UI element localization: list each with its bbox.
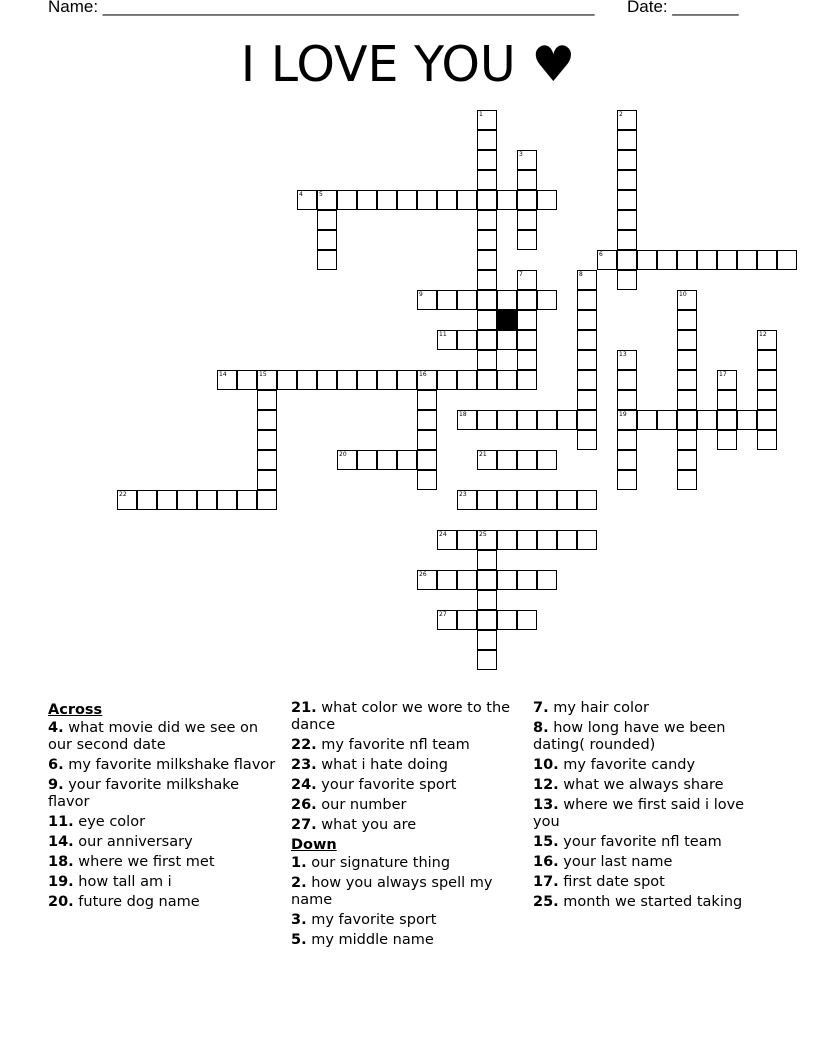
clue-item: [533, 834, 773, 851]
grid-cell[interactable]: [197, 490, 217, 510]
clue-number: 26: [419, 571, 427, 578]
clue-text: where we first said i love you: [533, 797, 745, 830]
clue-number: 14: [219, 371, 227, 378]
grid-cell[interactable]: [617, 250, 637, 270]
grid-cell[interactable]: [177, 490, 197, 510]
clue-item: [533, 797, 773, 831]
clue-text: my favorite nfl team: [316, 737, 470, 753]
grid-cell[interactable]: [417, 190, 437, 210]
grid-cell[interactable]: [357, 370, 377, 390]
grid-cell[interactable]: [677, 390, 697, 410]
grid-cell[interactable]: [517, 530, 537, 550]
grid-cell[interactable]: [697, 410, 717, 430]
grid-cell[interactable]: [477, 450, 497, 470]
clue-text: how tall am i: [73, 874, 172, 890]
clue-item: [48, 720, 278, 754]
clue-number-label: 1.: [291, 855, 307, 871]
clue-number-label: 18.: [48, 854, 74, 870]
grid-cell[interactable]: [617, 130, 637, 150]
grid-cell[interactable]: [757, 370, 777, 390]
grid-cell[interactable]: [557, 490, 577, 510]
grid-cell[interactable]: [417, 390, 437, 410]
clue-text: how you always spell my name: [291, 875, 493, 908]
clue-item: [291, 932, 521, 949]
grid-cell[interactable]: [477, 290, 497, 310]
grid-cell[interactable]: [257, 410, 277, 430]
clue-text: our number: [316, 797, 407, 813]
grid-cell[interactable]: [577, 410, 597, 430]
grid-cell[interactable]: [517, 150, 537, 170]
grid-cell[interactable]: [317, 210, 337, 230]
grid-cell[interactable]: [497, 190, 517, 210]
grid-cell[interactable]: [497, 450, 517, 470]
grid-cell[interactable]: [477, 410, 497, 430]
clue-number: 4: [299, 191, 303, 198]
grid-cell[interactable]: [477, 530, 497, 550]
grid-cell[interactable]: [577, 330, 597, 350]
clue-number-label: 20.: [48, 894, 74, 910]
clue-number-label: 4.: [48, 720, 64, 736]
clue-number: 11: [439, 331, 447, 338]
clue-item: [291, 912, 521, 929]
clue-number-label: 15.: [533, 834, 559, 850]
clue-number-label: 6.: [48, 757, 64, 773]
grid-cell[interactable]: [677, 450, 697, 470]
grid-cell[interactable]: [517, 370, 537, 390]
grid-cell[interactable]: [517, 570, 537, 590]
clue-item: [533, 894, 773, 911]
clue-number-label: 19.: [48, 874, 74, 890]
clue-item: [291, 855, 521, 872]
clue-text: how long have we been dating( rounded): [533, 720, 726, 753]
grid-cell[interactable]: [517, 610, 537, 630]
grid-cell[interactable]: [517, 230, 537, 250]
clue-number-label: 7.: [533, 700, 549, 716]
clue-number: 1: [479, 111, 483, 118]
clue-number-label: 11.: [48, 814, 74, 830]
grid-cell[interactable]: [677, 310, 697, 330]
clue-text: my favorite candy: [558, 757, 696, 773]
clue-number: 20: [339, 451, 347, 458]
clue-number: 22: [119, 491, 127, 498]
clue-number-label: 21.: [291, 700, 317, 716]
grid-cell[interactable]: [517, 330, 537, 350]
clue-number-label: 12.: [533, 777, 559, 793]
grid-cell[interactable]: [497, 610, 517, 630]
clue-item: [48, 894, 278, 911]
grid-cell[interactable]: [477, 230, 497, 250]
grid-cell[interactable]: [477, 310, 497, 330]
grid-cell[interactable]: [337, 190, 357, 210]
grid-cell[interactable]: [697, 250, 717, 270]
clue-number: 16: [419, 371, 427, 378]
clue-item: [291, 777, 521, 794]
clue-text: where we first met: [73, 854, 215, 870]
grid-cell[interactable]: [677, 370, 697, 390]
grid-cell[interactable]: [517, 310, 537, 330]
grid-cell[interactable]: [417, 570, 437, 590]
grid-block-cell: [497, 310, 517, 330]
grid-cell[interactable]: [437, 570, 457, 590]
clue-item: [48, 777, 278, 811]
grid-cell[interactable]: [577, 310, 597, 330]
grid-cell[interactable]: [417, 430, 437, 450]
grid-cell[interactable]: [737, 250, 757, 270]
clue-number: 6: [599, 251, 603, 258]
clue-number: 5: [319, 191, 323, 198]
clue-number: 21: [479, 451, 487, 458]
clue-text: our signature thing: [306, 855, 451, 871]
grid-cell[interactable]: [757, 390, 777, 410]
grid-cell[interactable]: [317, 190, 337, 210]
grid-cell[interactable]: [537, 530, 557, 550]
grid-cell[interactable]: [517, 190, 537, 210]
grid-cell[interactable]: [117, 490, 137, 510]
clue-number: 25: [479, 531, 487, 538]
clue-text: my favorite sport: [306, 912, 437, 928]
grid-cell[interactable]: [237, 370, 257, 390]
grid-cell[interactable]: [757, 250, 777, 270]
grid-cell[interactable]: [437, 610, 457, 630]
grid-cell[interactable]: [577, 530, 597, 550]
clue-column-3: [533, 700, 773, 914]
grid-cell[interactable]: [617, 370, 637, 390]
grid-cell[interactable]: [457, 190, 477, 210]
clue-item: [291, 757, 521, 774]
grid-cell[interactable]: [497, 570, 517, 590]
clue-number: 7: [519, 271, 523, 278]
clue-item: [533, 700, 773, 717]
grid-cell[interactable]: [617, 210, 637, 230]
grid-cell[interactable]: [537, 490, 557, 510]
clue-number-label: 13.: [533, 797, 559, 813]
clue-number-label: 17.: [533, 874, 559, 890]
clue-text: what color we wore to the dance: [291, 700, 511, 733]
grid-cell[interactable]: [577, 270, 597, 290]
clue-text: my hair color: [548, 700, 649, 716]
clue-item: [291, 797, 521, 814]
grid-cell[interactable]: [477, 650, 497, 670]
clue-item: [48, 854, 278, 871]
grid-cell[interactable]: [257, 470, 277, 490]
grid-cell[interactable]: [497, 530, 517, 550]
clue-item: [48, 757, 278, 774]
grid-cell[interactable]: [397, 450, 417, 470]
grid-cell[interactable]: [617, 350, 637, 370]
clue-number-label: 25.: [533, 894, 559, 910]
clue-text: what you are: [316, 817, 417, 833]
clue-item: [291, 700, 521, 734]
clue-number-label: 3.: [291, 912, 307, 928]
grid-cell[interactable]: [477, 370, 497, 390]
grid-cell[interactable]: [477, 210, 497, 230]
grid-cell[interactable]: [317, 230, 337, 250]
grid-cell[interactable]: [677, 330, 697, 350]
grid-cell[interactable]: [317, 370, 337, 390]
grid-cell[interactable]: [517, 450, 537, 470]
grid-cell[interactable]: [397, 370, 417, 390]
clue-number-label: 2.: [291, 875, 307, 891]
grid-cell[interactable]: [417, 370, 437, 390]
clue-number: 17: [719, 371, 727, 378]
grid-cell[interactable]: [617, 450, 637, 470]
clue-text: your favorite nfl team: [558, 834, 722, 850]
grid-cell[interactable]: [477, 270, 497, 290]
clue-item: [291, 875, 521, 909]
grid-cell[interactable]: [757, 330, 777, 350]
clue-number-label: 8.: [533, 720, 549, 736]
grid-cell[interactable]: [617, 430, 637, 450]
clue-text: future dog name: [73, 894, 200, 910]
grid-cell[interactable]: [777, 250, 797, 270]
grid-cell[interactable]: [257, 490, 277, 510]
grid-cell[interactable]: [457, 610, 477, 630]
grid-cell[interactable]: [577, 370, 597, 390]
grid-cell[interactable]: [517, 290, 537, 310]
clue-text: your favorite milkshake flavor: [48, 777, 240, 810]
grid-cell[interactable]: [477, 150, 497, 170]
grid-cell[interactable]: [577, 390, 597, 410]
clue-text: first date spot: [558, 874, 665, 890]
clue-item: [533, 874, 773, 891]
clue-number: 12: [759, 331, 767, 338]
clue-number-label: 26.: [291, 797, 317, 813]
grid-cell[interactable]: [537, 290, 557, 310]
clue-text: my favorite milkshake flavor: [63, 757, 276, 773]
grid-cell[interactable]: [717, 410, 737, 430]
grid-cell[interactable]: [457, 370, 477, 390]
clue-text: my middle name: [306, 932, 434, 948]
grid-cell[interactable]: [337, 450, 357, 470]
clue-number: 9: [419, 291, 423, 298]
grid-cell[interactable]: [297, 190, 317, 210]
grid-cell[interactable]: [677, 290, 697, 310]
grid-cell[interactable]: [257, 370, 277, 390]
grid-cell[interactable]: [257, 430, 277, 450]
clue-number-label: 9.: [48, 777, 64, 793]
grid-cell[interactable]: [157, 490, 177, 510]
across-heading: Across: [48, 702, 103, 718]
grid-cell[interactable]: [137, 490, 157, 510]
clue-number: 3: [519, 151, 523, 158]
date-field-label: Date: _______: [627, 0, 739, 16]
grid-cell[interactable]: [497, 410, 517, 430]
grid-cell[interactable]: [477, 570, 497, 590]
grid-cell[interactable]: [377, 370, 397, 390]
grid-cell[interactable]: [257, 450, 277, 470]
clue-item: [291, 737, 521, 754]
grid-cell[interactable]: [437, 190, 457, 210]
clue-number: 23: [459, 491, 467, 498]
grid-cell[interactable]: [537, 450, 557, 470]
grid-cell[interactable]: [577, 430, 597, 450]
grid-cell[interactable]: [577, 290, 597, 310]
grid-cell[interactable]: [617, 230, 637, 250]
clue-text: our anniversary: [73, 834, 193, 850]
clue-number: 8: [579, 271, 583, 278]
grid-cell[interactable]: [417, 470, 437, 490]
grid-cell[interactable]: [437, 290, 457, 310]
grid-cell[interactable]: [497, 330, 517, 350]
clue-text: eye color: [73, 814, 146, 830]
clue-text: what we always share: [558, 777, 724, 793]
grid-cell[interactable]: [637, 250, 657, 270]
grid-cell[interactable]: [477, 590, 497, 610]
clue-text: what movie did we see on our second date: [48, 720, 259, 753]
grid-cell[interactable]: [437, 530, 457, 550]
clue-number-label: 24.: [291, 777, 317, 793]
grid-cell[interactable]: [257, 390, 277, 410]
grid-cell[interactable]: [617, 390, 637, 410]
grid-cell[interactable]: [677, 410, 697, 430]
grid-cell[interactable]: [457, 530, 477, 550]
grid-cell[interactable]: [517, 490, 537, 510]
grid-cell[interactable]: [437, 330, 457, 350]
grid-cell[interactable]: [477, 610, 497, 630]
clue-item: [48, 814, 278, 831]
clue-text: your last name: [558, 854, 673, 870]
clue-number: 24: [439, 531, 447, 538]
grid-cell[interactable]: [217, 490, 237, 510]
grid-cell[interactable]: [617, 470, 637, 490]
grid-cell[interactable]: [477, 110, 497, 130]
grid-cell[interactable]: [497, 490, 517, 510]
grid-cell[interactable]: [717, 390, 737, 410]
clue-item: [533, 777, 773, 794]
grid-cell[interactable]: [457, 490, 477, 510]
grid-cell[interactable]: [677, 250, 697, 270]
grid-cell[interactable]: [757, 410, 777, 430]
grid-cell[interactable]: [557, 410, 577, 430]
grid-cell[interactable]: [517, 350, 537, 370]
clue-number-label: 14.: [48, 834, 74, 850]
grid-cell[interactable]: [217, 370, 237, 390]
grid-cell[interactable]: [517, 210, 537, 230]
grid-cell[interactable]: [477, 190, 497, 210]
grid-cell[interactable]: [417, 290, 437, 310]
grid-cell[interactable]: [517, 170, 537, 190]
grid-cell[interactable]: [557, 530, 577, 550]
grid-cell[interactable]: [497, 370, 517, 390]
clue-item: [533, 720, 773, 754]
grid-cell[interactable]: [237, 490, 257, 510]
name-field-label: Name: ____________________________________________________: [48, 0, 595, 16]
grid-cell[interactable]: [477, 250, 497, 270]
grid-cell[interactable]: [477, 170, 497, 190]
grid-cell[interactable]: [657, 410, 677, 430]
grid-cell[interactable]: [297, 370, 317, 390]
grid-cell[interactable]: [497, 290, 517, 310]
grid-cell[interactable]: [477, 630, 497, 650]
grid-cell[interactable]: [417, 410, 437, 430]
grid-cell[interactable]: [617, 410, 637, 430]
clue-number: 19: [619, 411, 627, 418]
grid-cell[interactable]: [757, 350, 777, 370]
grid-cell[interactable]: [537, 410, 557, 430]
clue-number: 27: [439, 611, 447, 618]
clue-number-label: 23.: [291, 757, 317, 773]
clue-item: [291, 817, 521, 834]
grid-cell[interactable]: [637, 410, 657, 430]
grid-cell[interactable]: [517, 410, 537, 430]
grid-cell[interactable]: [457, 290, 477, 310]
grid-cell[interactable]: [537, 570, 557, 590]
clue-number: 13: [619, 351, 627, 358]
grid-cell[interactable]: [417, 450, 437, 470]
clue-number-label: 27.: [291, 817, 317, 833]
grid-cell[interactable]: [457, 330, 477, 350]
grid-cell[interactable]: [617, 110, 637, 130]
clue-number-label: 5.: [291, 932, 307, 948]
grid-cell[interactable]: [717, 250, 737, 270]
grid-cell[interactable]: [677, 350, 697, 370]
grid-cell[interactable]: [377, 190, 397, 210]
grid-cell[interactable]: [577, 490, 597, 510]
grid-cell[interactable]: [517, 270, 537, 290]
grid-cell[interactable]: [357, 190, 377, 210]
clue-number: 18: [459, 411, 467, 418]
down-heading: Down: [291, 837, 337, 853]
grid-cell[interactable]: [357, 450, 377, 470]
grid-cell[interactable]: [337, 370, 357, 390]
clue-number: 10: [679, 291, 687, 298]
grid-cell[interactable]: [457, 570, 477, 590]
clue-number-label: 16.: [533, 854, 559, 870]
grid-cell[interactable]: [437, 370, 457, 390]
clue-column-1: [48, 700, 278, 914]
clue-text: what i hate doing: [316, 757, 448, 773]
clue-item: [48, 874, 278, 891]
clue-item: [48, 834, 278, 851]
grid-cell[interactable]: [757, 430, 777, 450]
grid-cell[interactable]: [677, 470, 697, 490]
grid-cell[interactable]: [377, 450, 397, 470]
grid-cell[interactable]: [577, 350, 597, 370]
grid-cell[interactable]: [597, 250, 617, 270]
grid-cell[interactable]: [617, 170, 637, 190]
grid-cell[interactable]: [397, 190, 417, 210]
grid-cell[interactable]: [617, 270, 637, 290]
clue-item: [533, 854, 773, 871]
clue-number: 2: [619, 111, 623, 118]
clue-text: month we started taking: [558, 894, 743, 910]
grid-cell[interactable]: [717, 430, 737, 450]
grid-cell[interactable]: [537, 190, 557, 210]
clue-number-label: 22.: [291, 737, 317, 753]
grid-cell[interactable]: [617, 190, 637, 210]
grid-cell[interactable]: [477, 330, 497, 350]
page-title: I LOVE YOU ♥: [240, 36, 576, 93]
grid-cell[interactable]: [477, 550, 497, 570]
grid-cell[interactable]: [657, 250, 677, 270]
grid-cell[interactable]: [477, 350, 497, 370]
clue-number: 15: [259, 371, 267, 378]
grid-cell[interactable]: [717, 370, 737, 390]
grid-cell[interactable]: [617, 150, 637, 170]
grid-cell[interactable]: [477, 490, 497, 510]
grid-cell[interactable]: [477, 130, 497, 150]
grid-cell[interactable]: [737, 410, 757, 430]
clue-text: your favorite sport: [316, 777, 457, 793]
clue-item: [533, 757, 773, 774]
grid-cell[interactable]: [317, 250, 337, 270]
grid-cell[interactable]: [677, 430, 697, 450]
clue-number-label: 10.: [533, 757, 559, 773]
grid-cell[interactable]: [277, 370, 297, 390]
grid-cell[interactable]: [457, 410, 477, 430]
clue-column-2: [291, 700, 521, 952]
